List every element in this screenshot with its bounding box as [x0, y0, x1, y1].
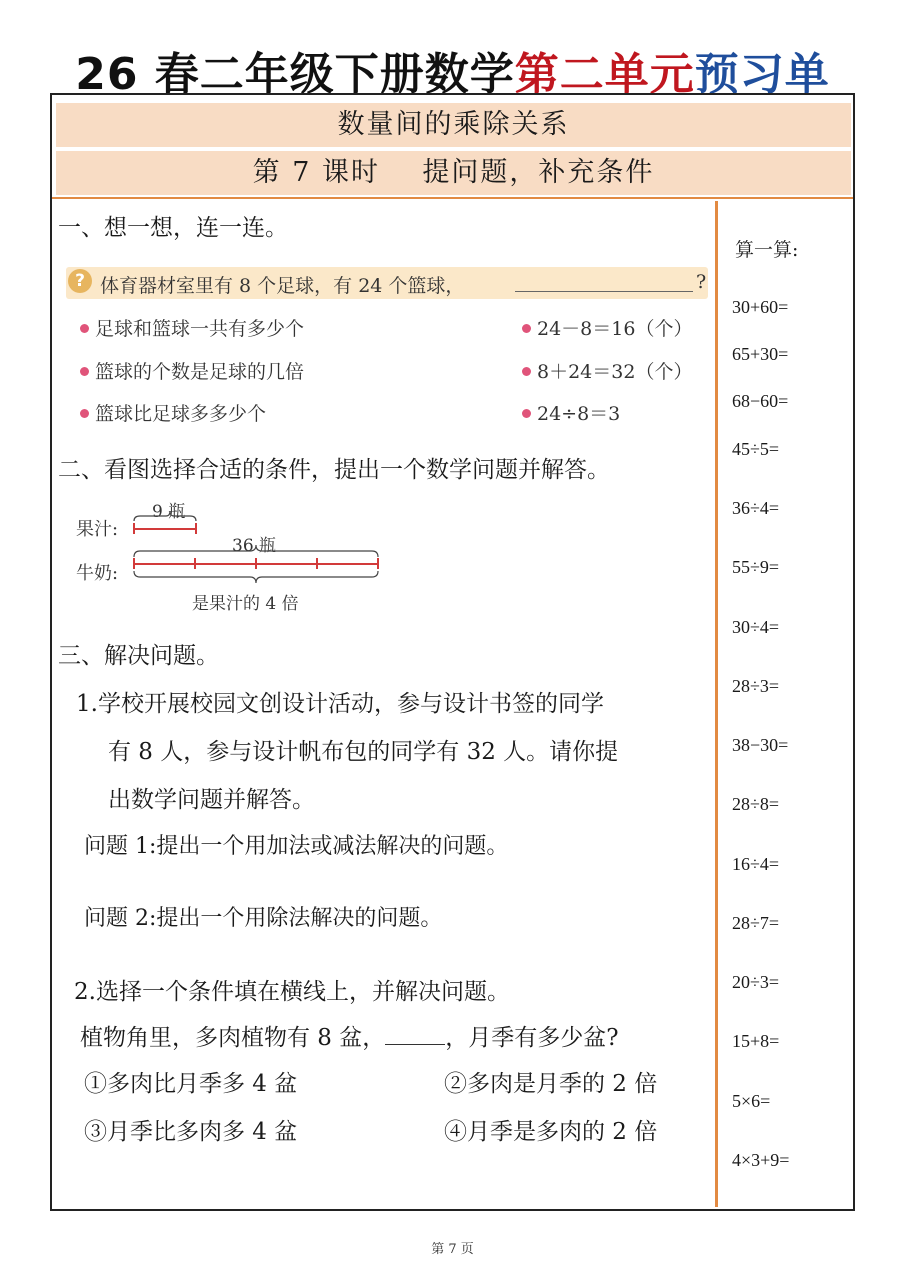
- calc-item: 45÷5=: [732, 439, 780, 459]
- problem1-line3: 出数学问题并解答。: [108, 787, 315, 813]
- page-number: 第 7 页: [431, 1242, 474, 1257]
- problem1-line2: 有 8 人，参与设计帆布包的同学有 32 人。请你提: [108, 739, 619, 765]
- bullet-dot-icon: [80, 367, 89, 376]
- juice-quantity: 9 瓶: [152, 502, 186, 522]
- sidebar-heading: 算一算:: [735, 239, 799, 261]
- juice-brace: [134, 511, 196, 521]
- calc-item: 15+8=: [732, 1031, 780, 1051]
- header-divider: [52, 197, 853, 199]
- calc-item: 55÷9=: [732, 557, 780, 577]
- choice-option[interactable]: ④月季是多肉的 2 倍: [444, 1119, 658, 1145]
- choice-option[interactable]: ①多肉比月季多 4 盆: [84, 1071, 298, 1097]
- question-icon: ?: [68, 269, 92, 293]
- choice-option[interactable]: ③月季比多肉多 4 盆: [84, 1119, 298, 1145]
- lesson-header: [56, 151, 851, 195]
- calc-item: 28÷8=: [732, 794, 780, 814]
- title-part-unit: 第二单元: [514, 49, 695, 100]
- calc-item: 36÷4=: [732, 498, 780, 518]
- question1-prompt: 问题 1:提出一个用加法或减法解决的问题。: [84, 834, 509, 859]
- question-text: 体育器材室里有 8 个足球，有 24 个篮球，: [100, 275, 465, 297]
- question2-prompt: 问题 2:提出一个用除法解决的问题。: [84, 906, 443, 931]
- milk-relation: 是果汁的 4 倍: [192, 594, 299, 614]
- calc-item: 38−30=: [732, 735, 789, 755]
- calc-item: 30÷4=: [732, 617, 780, 637]
- calc-item: 65+30=: [732, 344, 789, 364]
- juice-label: 果汁:: [76, 519, 119, 540]
- right-item[interactable]: 24÷8＝3: [522, 399, 620, 426]
- milk-label: 牛奶:: [76, 563, 119, 584]
- calc-item: 30+60=: [732, 297, 789, 317]
- left-item[interactable]: 篮球比足球多多少个: [80, 399, 266, 426]
- calc-item: 28÷3=: [732, 676, 780, 696]
- title-part-grade: 26 春二年级下册数学: [75, 49, 515, 100]
- bullet-dot-icon: [80, 409, 89, 418]
- lesson-topic: 提问题，补充条件: [422, 157, 655, 188]
- fill-blank[interactable]: [385, 1022, 445, 1045]
- calc-item: 5×6=: [732, 1091, 771, 1111]
- milk-brace-top: [134, 545, 378, 557]
- bullet-dot-icon: [80, 324, 89, 333]
- diagram-lines: [74, 497, 394, 597]
- title-part-type: 预习单: [694, 49, 830, 100]
- calc-item: 16÷4=: [732, 854, 780, 874]
- right-item[interactable]: 24－8＝16（个）: [522, 314, 692, 341]
- calc-item: 28÷7=: [732, 913, 780, 933]
- milk-brace-bottom: [134, 571, 378, 583]
- calc-item: 20÷3=: [732, 972, 780, 992]
- bullet-dot-icon: [522, 409, 531, 418]
- problem2-line2: 植物角里，多肉植物有 8 盆， ，月季有多少盆?: [80, 1019, 619, 1052]
- problem1-line1: 1.学校开展校园文创设计活动，参与设计书签的同学: [76, 691, 604, 717]
- left-item[interactable]: 足球和篮球一共有多少个: [80, 314, 304, 341]
- milk-quantity: 36 瓶: [232, 536, 277, 556]
- choice-option[interactable]: ②多肉是月季的 2 倍: [444, 1071, 658, 1097]
- calc-item: 4×3+9=: [732, 1150, 790, 1170]
- question-mark: ?: [696, 271, 707, 293]
- answer-blank[interactable]: [515, 291, 693, 292]
- lesson-number: 第 7 课时: [252, 157, 380, 188]
- problem2-line1: 2.选择一个条件填在横线上，并解决问题。: [74, 979, 510, 1005]
- calc-item: 68−60=: [732, 391, 789, 411]
- section2-heading: 二、看图选择合适的条件，提出一个数学问题并解答。: [58, 457, 610, 483]
- section1-heading: 一、想一想，连一连。: [58, 215, 288, 241]
- left-item[interactable]: 篮球的个数是足球的几倍: [80, 357, 304, 384]
- right-item[interactable]: 8＋24＝32（个）: [522, 357, 692, 384]
- sidebar-divider: [715, 201, 718, 1207]
- bullet-dot-icon: [522, 324, 531, 333]
- unit-title: 数量间的乘除关系: [56, 103, 851, 147]
- bullet-dot-icon: [522, 367, 531, 376]
- question-banner: [66, 267, 708, 299]
- worksheet-frame: [50, 93, 855, 1211]
- line-diagram: [74, 497, 394, 617]
- section3-heading: 三、解决问题。: [58, 643, 219, 669]
